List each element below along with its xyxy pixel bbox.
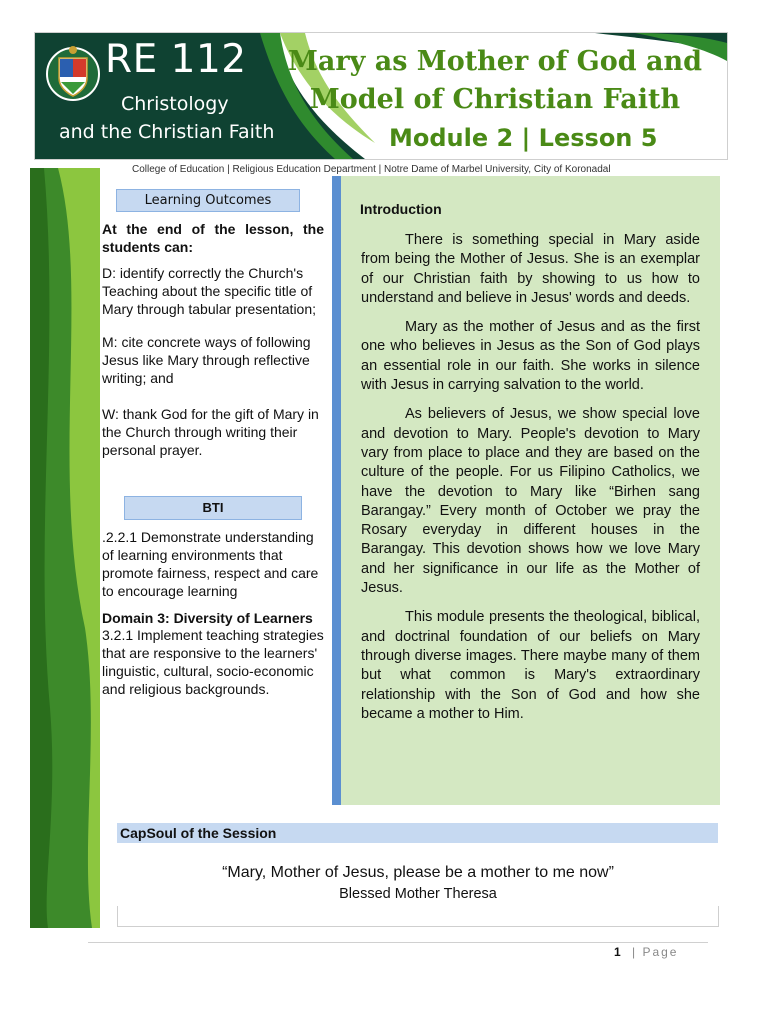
learning-outcome-w: W: thank God for the gift of Mary in the Church through writing their personal prayer.	[102, 406, 319, 458]
page-number: 1	[614, 945, 621, 959]
introduction-body	[361, 231, 700, 734]
learning-outcomes-heading: Learning Outcomes	[116, 189, 300, 212]
capsoul-quote-author: Blessed Mother Theresa	[339, 886, 497, 902]
university-seal-icon	[45, 42, 101, 108]
introduction-paragraph: As believers of Jesus, we show special love and devotion to Mary. People's devotion to Mary vary from place to place and they are based on the culture of the people. For us Filipino Catholics, we have the devotion to Mary like “Birhen sang Barangay.” Every month of October we pray the Rosary everyday in different houses in the Barangay. This devotion shows how we love Mary and her significance in our life as the Mother of Jesus.	[361, 406, 700, 597]
lesson-title-line2: Model of Christian Faith	[309, 84, 681, 115]
page-label: | Page	[632, 945, 679, 959]
capsoul-label: CapSoul of the Session	[120, 825, 277, 841]
capsoul-quote: “Mary, Mother of Jesus, please be a mother to me now”	[222, 864, 614, 881]
learning-outcome-d: D: identify correctly the Church's Teaching about the specific title of Mary through tabular presentation;	[102, 265, 317, 317]
introduction-paragraph: This module presents the theological, biblical, and doctrinal foundation of our beliefs on Mary through diverse images. There maybe many of them but what common is Mary's extraordinary relationship with the Son of God and how she became a mother to Him.	[361, 609, 700, 722]
introduction-paragraph: There is something special in Mary aside from being the Mother of Jesus. She is an exemplar of our Christian faith by showing to us how to understand and believe in Jesus' words and deeds.	[361, 232, 700, 306]
college-department-line: College of Education | Religious Education Department | Notre Dame of Marbel University, City of Koronadal	[132, 164, 611, 175]
lesson-title-line1: Mary as Mother of God and	[288, 46, 702, 77]
decorative-ribbon	[30, 168, 100, 928]
course-name-line2: and the Christian Faith	[59, 121, 275, 143]
capsoul-quote-box	[117, 906, 719, 927]
bti-item-2: 3.2.1 Implement teaching strategies that are responsive to the learners' linguistic, cultural, socio-economic and religious backgrounds.	[102, 627, 324, 697]
header-banner	[34, 32, 728, 160]
module-lesson-label: Module 2 | Lesson 5	[389, 124, 658, 152]
course-code: RE 112	[105, 37, 247, 82]
lesson-title	[265, 43, 725, 119]
bti-heading: BTI	[124, 496, 302, 520]
bti-item-1: .2.2.1 Demonstrate understanding of learning environments that promote fairness, respect and care to encourage learning	[102, 529, 319, 599]
footer-divider	[88, 942, 708, 943]
introduction-paragraph: Mary as the mother of Jesus and as the first one who believes in Jesus as the Son of God plays an essential role in our faith. She works in silence with Jesus in carrying salvation to the world.	[361, 319, 700, 394]
bti-domain-title: Domain 3: Diversity of Learners	[102, 610, 313, 626]
course-name-line1: Christology	[121, 93, 229, 115]
introduction-heading: Introduction	[360, 201, 442, 217]
learning-outcome-m: M: cite concrete ways of following Jesus like Mary through reflective writing; and	[102, 334, 311, 386]
learning-outcomes-intro: At the end of the lesson, the students can:	[102, 221, 324, 255]
